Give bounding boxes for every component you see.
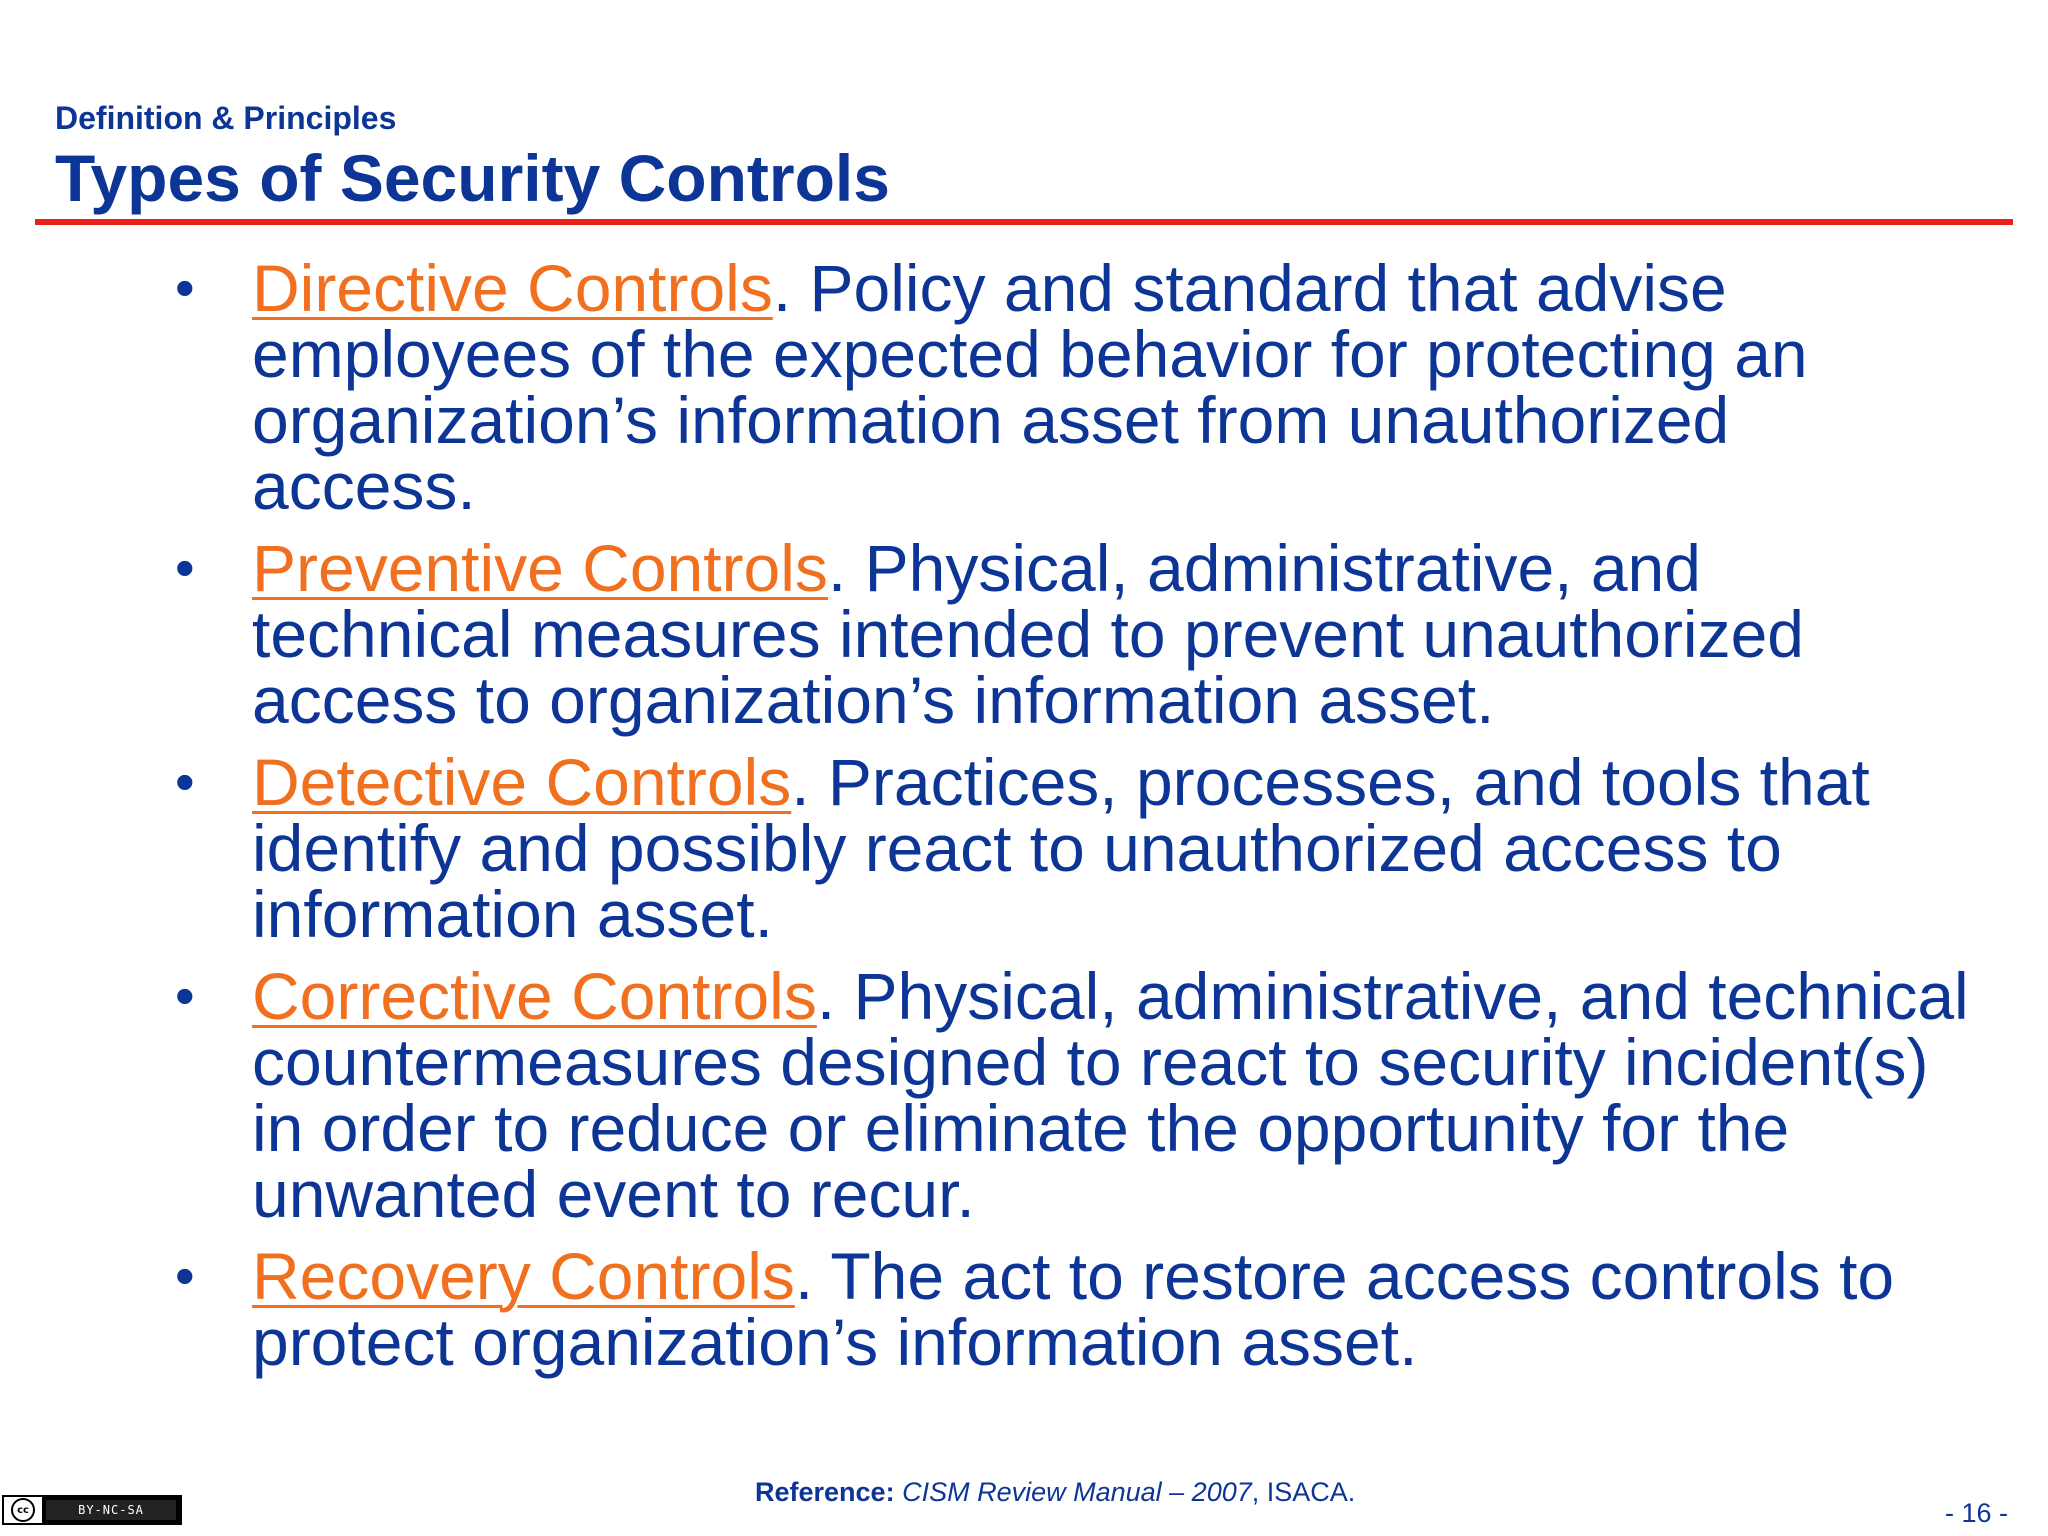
bullet-icon: • — [175, 256, 195, 319]
bullet-text: . Practices, processes, and tools that identify and possibly react to unauthorized access to information asset. — [252, 745, 1870, 951]
bullet-item-preventive — [170, 531, 1970, 737]
bullet-icon: • — [175, 750, 195, 813]
license-badge[interactable] — [2, 1495, 182, 1525]
bullet-item-recovery — [170, 1239, 1970, 1379]
reference-publisher: , ISACA. — [1251, 1477, 1356, 1507]
bullet-item-directive — [170, 251, 1970, 523]
page-title: Types of Security Controls — [55, 141, 890, 215]
bullet-text: . Physical, administrative, and technical countermeasures designed to react to security incident(s) in order to reduce or eliminate the opportunity for the unwanted event to recur. — [252, 959, 1969, 1231]
bullet-item-corrective — [170, 959, 1970, 1231]
term-link-directive[interactable]: Directive Controls — [252, 251, 773, 325]
bullet-text: . The act to restore access controls to protect organization’s information asset. — [252, 1239, 1895, 1379]
bullet-list — [170, 251, 1970, 1391]
bullet-text: . Policy and standard that advise employees of the expected behavior for protecting an organization’s information asset from unauthorized access. — [252, 251, 1808, 523]
bullet-item-detective — [170, 745, 1970, 951]
title-divider — [35, 219, 2013, 225]
page-number: - 16 - — [1944, 1498, 2008, 1528]
bullet-text: . Physical, administrative, and technical measures intended to prevent unauthorized access to organization’s information asset. — [252, 531, 1804, 737]
footer-reference — [755, 1477, 1355, 1508]
term-link-corrective[interactable]: Corrective Controls — [252, 959, 817, 1033]
reference-label: Reference: — [755, 1477, 895, 1507]
bullet-icon: • — [175, 536, 195, 599]
bullet-icon: • — [175, 1244, 195, 1307]
cc-icon: cc — [4, 1497, 42, 1523]
license-text: BY-NC-SA — [46, 1500, 176, 1520]
term-link-detective[interactable]: Detective Controls — [252, 745, 792, 819]
term-link-recovery[interactable]: Recovery Controls — [252, 1239, 795, 1313]
reference-book: CISM Review Manual – 2007 — [902, 1477, 1252, 1507]
section-label: Definition & Principles — [55, 100, 397, 136]
bullet-icon: • — [175, 964, 195, 1027]
term-link-preventive[interactable]: Preventive Controls — [252, 531, 828, 605]
